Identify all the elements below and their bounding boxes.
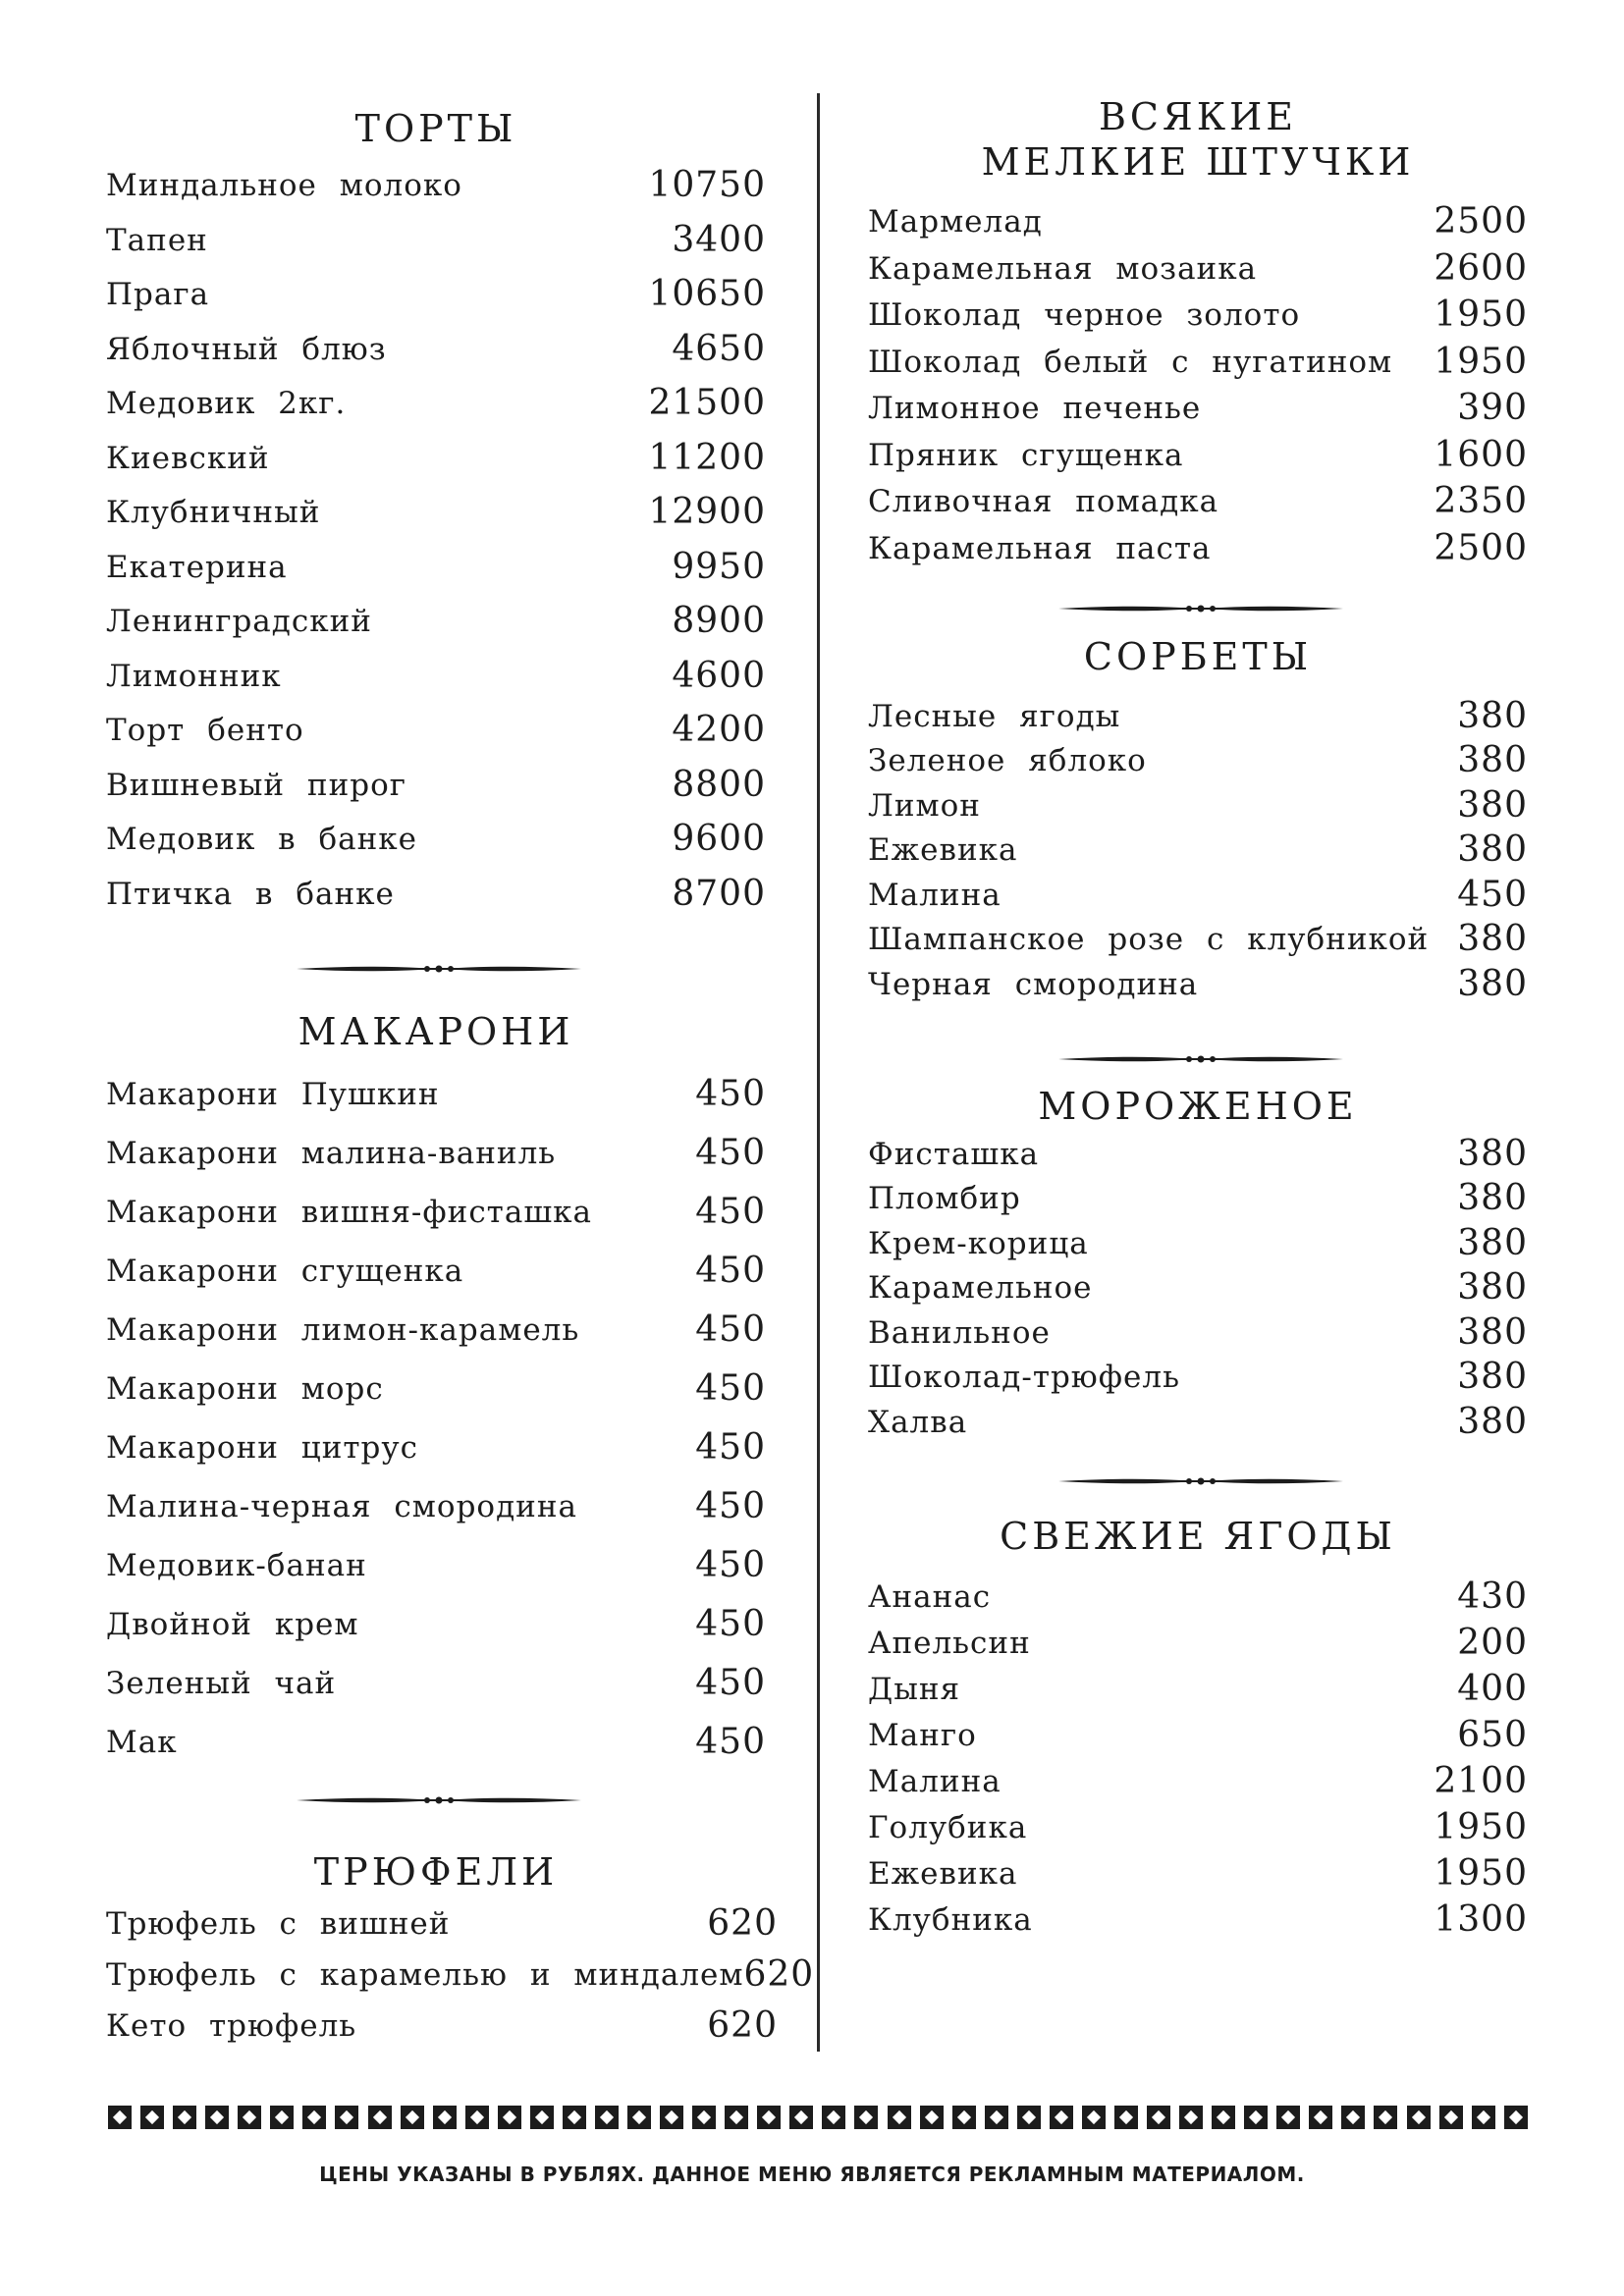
item-name: Лимон — [868, 787, 981, 824]
menu-item — [106, 601, 766, 641]
border-motif-icon — [1374, 2106, 1397, 2129]
menu-item — [106, 1074, 766, 1114]
border-motif-icon — [530, 2106, 554, 2129]
border-motif-icon — [1017, 2106, 1041, 2129]
item-price: 380 — [1457, 696, 1528, 736]
border-motif-icon — [1276, 2106, 1300, 2129]
menu-item — [868, 435, 1528, 475]
border-motif-icon — [205, 2106, 229, 2129]
border-motif-icon — [725, 2106, 748, 2129]
menu-item — [868, 919, 1528, 959]
item-name: Карамельная паста — [868, 530, 1212, 566]
menu-item — [106, 874, 766, 914]
menu-item — [106, 1192, 766, 1232]
border-motif-icon — [563, 2106, 586, 2129]
border-motif-icon — [1147, 2106, 1170, 2129]
section-title-line1: ВСЯКИЕ — [1099, 95, 1297, 138]
item-name: Черная смородина — [868, 966, 1199, 1002]
item-price: 380 — [1457, 919, 1528, 959]
item-name: Фисташка — [868, 1136, 1040, 1172]
item-price: 10750 — [648, 165, 766, 205]
menu-item — [106, 329, 766, 369]
item-name: Миндальное молоко — [106, 167, 462, 203]
item-price: 450 — [695, 1074, 766, 1114]
item-price: 10650 — [648, 274, 766, 314]
item-name: Тапен — [106, 222, 208, 258]
menu-item — [868, 1402, 1528, 1442]
menu-item — [868, 1623, 1528, 1663]
item-price: 380 — [1457, 964, 1528, 1004]
border-motif-icon — [920, 2106, 944, 2129]
item-price: 450 — [695, 1309, 766, 1350]
menu-item — [868, 248, 1528, 289]
item-price: 8700 — [672, 874, 766, 914]
menu-item — [106, 1545, 766, 1585]
menu-item — [868, 964, 1528, 1004]
menu-item — [868, 696, 1528, 736]
ornament-divider — [1058, 1473, 1343, 1489]
item-name: Шоколад-трюфель — [868, 1359, 1180, 1395]
item-name: Трюфель с вишней — [106, 1905, 451, 1942]
item-name: Апельсин — [868, 1625, 1031, 1661]
border-motif-icon — [692, 2106, 716, 2129]
item-name: Макарони сгущенка — [106, 1253, 464, 1289]
menu-item — [106, 1604, 766, 1644]
item-price: 380 — [1457, 1134, 1528, 1174]
item-name: Ананас — [868, 1578, 992, 1615]
item-name: Кето трюфель — [106, 2007, 357, 2044]
item-price: 1600 — [1434, 435, 1528, 475]
item-price: 450 — [695, 1545, 766, 1585]
menu-item — [868, 1312, 1528, 1353]
menu-item — [868, 1134, 1528, 1174]
item-name: Птичка в банке — [106, 876, 395, 912]
item-name: Лимонник — [106, 658, 282, 694]
item-name: Прага — [106, 276, 210, 312]
ornament-divider — [1058, 1051, 1343, 1067]
menu-item — [106, 1368, 766, 1409]
menu-item — [868, 1178, 1528, 1218]
item-price: 390 — [1457, 388, 1528, 428]
menu-item — [868, 294, 1528, 335]
menu-item — [106, 1486, 766, 1526]
menu-item — [106, 765, 766, 805]
ornament-divider — [1058, 601, 1343, 616]
item-price: 9600 — [672, 819, 766, 859]
item-price: 21500 — [648, 383, 766, 423]
item-price: 380 — [1457, 829, 1528, 870]
menu-item — [868, 1761, 1528, 1801]
item-name: Клубника — [868, 1901, 1033, 1938]
border-motif-icon — [888, 2106, 911, 2129]
menu-item — [868, 1576, 1528, 1617]
item-name: Макарони малина-ваниль — [106, 1135, 557, 1171]
item-name: Екатерина — [106, 549, 288, 585]
border-motif-icon — [498, 2106, 521, 2129]
border-motif-icon — [368, 2106, 392, 2129]
border-motif-icon — [1179, 2106, 1203, 2129]
item-price: 4650 — [672, 329, 766, 369]
item-price: 450 — [695, 1133, 766, 1173]
menu-item — [868, 785, 1528, 826]
menu-item — [106, 1954, 815, 1995]
item-name: Ежевика — [868, 831, 1018, 868]
menu-item — [868, 201, 1528, 241]
item-name: Пряник сгущенка — [868, 437, 1184, 473]
menu-item — [106, 1309, 766, 1350]
item-price: 9950 — [672, 547, 766, 587]
item-price: 380 — [1457, 1223, 1528, 1263]
section-title: СОРБЕТЫ — [1083, 635, 1313, 678]
menu-item — [106, 2005, 778, 2046]
border-motif-icon — [1082, 2106, 1106, 2129]
item-name: Макарони цитрус — [106, 1429, 418, 1466]
item-price: 2500 — [1434, 201, 1528, 241]
item-name: Карамельная мозаика — [868, 250, 1258, 287]
border-motif-icon — [1341, 2106, 1365, 2129]
border-motif-icon — [789, 2106, 813, 2129]
item-name: Ежевика — [868, 1855, 1018, 1892]
item-name: Медовик-банан — [106, 1547, 367, 1583]
item-price: 620 — [743, 1954, 815, 1995]
border-motif-icon — [985, 2106, 1008, 2129]
menu-item — [106, 1427, 766, 1468]
item-name: Сливочная помадка — [868, 483, 1219, 519]
menu-item — [106, 383, 766, 423]
menu-item — [106, 1903, 778, 1944]
item-price: 450 — [695, 1663, 766, 1703]
item-price: 620 — [707, 1903, 778, 1944]
item-name: Малина — [868, 877, 1001, 913]
menu-item — [868, 829, 1528, 870]
menu-item — [106, 656, 766, 696]
footer-note: ЦЕНЫ УКАЗАНЫ В РУБЛЯХ. ДАННОЕ МЕНЮ ЯВЛЯЕТСЯ РЕКЛАМНЫМ МАТЕРИАЛОМ. — [319, 2163, 1305, 2186]
menu-item — [106, 1133, 766, 1173]
item-name: Мармелад — [868, 203, 1043, 240]
ornament-divider — [297, 1792, 581, 1808]
item-price: 1950 — [1434, 342, 1528, 382]
item-name: Медовик 2кг. — [106, 385, 347, 421]
menu-item — [868, 481, 1528, 521]
border-motif-icon — [595, 2106, 619, 2129]
item-price: 450 — [1457, 875, 1528, 915]
item-name: Дыня — [868, 1671, 961, 1707]
border-motif-icon — [335, 2106, 358, 2129]
item-name: Голубика — [868, 1809, 1028, 1845]
item-name: Макарони морс — [106, 1370, 384, 1407]
item-price: 1950 — [1434, 294, 1528, 335]
border-motif-icon — [173, 2106, 196, 2129]
column-divider — [817, 93, 820, 2052]
menu-item — [106, 819, 766, 859]
border-motif-icon — [854, 2106, 878, 2129]
item-price: 450 — [695, 1368, 766, 1409]
border-motif-icon — [302, 2106, 326, 2129]
border-motif-icon — [433, 2106, 457, 2129]
item-price: 620 — [707, 2005, 778, 2046]
item-price: 450 — [695, 1604, 766, 1644]
border-motif-icon — [1472, 2106, 1495, 2129]
item-price: 450 — [695, 1192, 766, 1232]
item-name: Торт бенто — [106, 712, 304, 748]
item-price: 11200 — [648, 438, 766, 478]
item-price: 450 — [695, 1486, 766, 1526]
item-name: Мак — [106, 1724, 178, 1760]
item-name: Двойной крем — [106, 1606, 359, 1642]
menu-item — [868, 1807, 1528, 1847]
menu-item — [106, 1722, 766, 1762]
item-name: Ванильное — [868, 1314, 1051, 1351]
border-motif-icon — [1212, 2106, 1235, 2129]
menu-item — [106, 547, 766, 587]
item-name: Шоколад черное золото — [868, 296, 1301, 333]
item-price: 1300 — [1434, 1899, 1528, 1940]
item-name: Киевский — [106, 440, 270, 476]
menu-item — [868, 342, 1528, 382]
section-title: МОРОЖЕНОЕ — [1038, 1085, 1358, 1128]
item-price: 450 — [695, 1251, 766, 1291]
border-motif-icon — [757, 2106, 781, 2129]
item-price: 2350 — [1434, 481, 1528, 521]
item-name: Шампанское розе с клубникой — [868, 921, 1430, 957]
item-name: Карамельное — [868, 1269, 1093, 1306]
border-motif-icon — [238, 2106, 261, 2129]
item-price: 380 — [1457, 1402, 1528, 1442]
item-price: 650 — [1457, 1715, 1528, 1755]
item-price: 4600 — [672, 656, 766, 696]
item-name: Лимонное печенье — [868, 390, 1202, 426]
item-name: Зеленый чай — [106, 1665, 337, 1701]
menu-item — [868, 1357, 1528, 1397]
item-price: 3400 — [672, 220, 766, 260]
item-price: 380 — [1457, 1267, 1528, 1308]
item-name: Медовик в банке — [106, 821, 418, 857]
item-price: 1950 — [1434, 1853, 1528, 1894]
menu-item — [868, 1223, 1528, 1263]
border-motif-icon — [1504, 2106, 1528, 2129]
border-motif-icon — [465, 2106, 489, 2129]
decorative-border — [108, 2106, 1528, 2133]
item-price: 200 — [1457, 1623, 1528, 1663]
item-price: 450 — [695, 1722, 766, 1762]
menu-item — [868, 740, 1528, 780]
item-name: Малина — [868, 1763, 1001, 1799]
item-name: Лесные ягоды — [868, 698, 1121, 734]
border-motif-icon — [270, 2106, 294, 2129]
border-motif-icon — [822, 2106, 845, 2129]
item-name: Шоколад белый с нугатином — [868, 344, 1393, 380]
item-price: 2600 — [1434, 248, 1528, 289]
menu-item — [106, 1251, 766, 1291]
item-price: 2500 — [1434, 528, 1528, 568]
border-motif-icon — [1114, 2106, 1138, 2129]
item-price: 380 — [1457, 1178, 1528, 1218]
item-name: Зеленое яблоко — [868, 742, 1147, 778]
item-name: Клубничный — [106, 494, 321, 530]
menu-item — [106, 710, 766, 750]
menu-item — [106, 438, 766, 478]
border-motif-icon — [1407, 2106, 1431, 2129]
item-name: Макарони Пушкин — [106, 1076, 440, 1112]
item-name: Трюфель с карамелью и миндалем — [106, 1956, 744, 1993]
menu-item — [106, 274, 766, 314]
item-price: 2100 — [1434, 1761, 1528, 1801]
section-title: ТОРТЫ — [354, 107, 517, 150]
border-motif-icon — [660, 2106, 683, 2129]
menu-item — [868, 528, 1528, 568]
item-name: Пломбир — [868, 1180, 1021, 1216]
border-motif-icon — [1050, 2106, 1073, 2129]
menu-item — [106, 492, 766, 532]
item-price: 12900 — [648, 492, 766, 532]
menu-item — [868, 1853, 1528, 1894]
item-price: 450 — [695, 1427, 766, 1468]
item-name: Яблочный блюз — [106, 331, 387, 367]
border-motif-icon — [627, 2106, 651, 2129]
menu-item — [106, 1663, 766, 1703]
ornament-divider — [297, 961, 581, 977]
menu-item — [106, 165, 766, 205]
menu-item — [106, 220, 766, 260]
item-price: 430 — [1457, 1576, 1528, 1617]
border-motif-icon — [401, 2106, 424, 2129]
menu-item — [868, 1669, 1528, 1709]
item-price: 380 — [1457, 740, 1528, 780]
border-motif-icon — [1244, 2106, 1268, 2129]
item-price: 400 — [1457, 1669, 1528, 1709]
border-motif-icon — [140, 2106, 164, 2129]
item-price: 380 — [1457, 1312, 1528, 1353]
item-price: 4200 — [672, 710, 766, 750]
section-title: МАКАРОНИ — [298, 1010, 574, 1053]
menu-item — [868, 875, 1528, 915]
section-title-line2: МЕЛКИЕ ШТУЧКИ — [981, 140, 1415, 184]
item-price: 1950 — [1434, 1807, 1528, 1847]
item-name: Макарони вишня-фисташка — [106, 1194, 592, 1230]
item-name: Макарони лимон-карамель — [106, 1311, 580, 1348]
border-motif-icon — [108, 2106, 132, 2129]
menu-item — [868, 388, 1528, 428]
border-motif-icon — [1439, 2106, 1463, 2129]
item-name: Манго — [868, 1717, 977, 1753]
item-price: 380 — [1457, 785, 1528, 826]
border-motif-icon — [952, 2106, 976, 2129]
item-price: 8800 — [672, 765, 766, 805]
section-title: СВЕЖИЕ ЯГОДЫ — [1000, 1515, 1396, 1558]
item-name: Ленинградский — [106, 603, 372, 639]
menu-item — [868, 1715, 1528, 1755]
menu-item — [868, 1267, 1528, 1308]
item-price: 8900 — [672, 601, 766, 641]
item-name: Вишневый пирог — [106, 767, 406, 803]
item-name: Халва — [868, 1404, 968, 1440]
item-name: Малина-черная смородина — [106, 1488, 577, 1524]
item-name: Крем-корица — [868, 1225, 1089, 1261]
item-price: 380 — [1457, 1357, 1528, 1397]
border-motif-icon — [1309, 2106, 1332, 2129]
section-title: ТРЮФЕЛИ — [313, 1850, 559, 1894]
menu-item — [868, 1899, 1528, 1940]
